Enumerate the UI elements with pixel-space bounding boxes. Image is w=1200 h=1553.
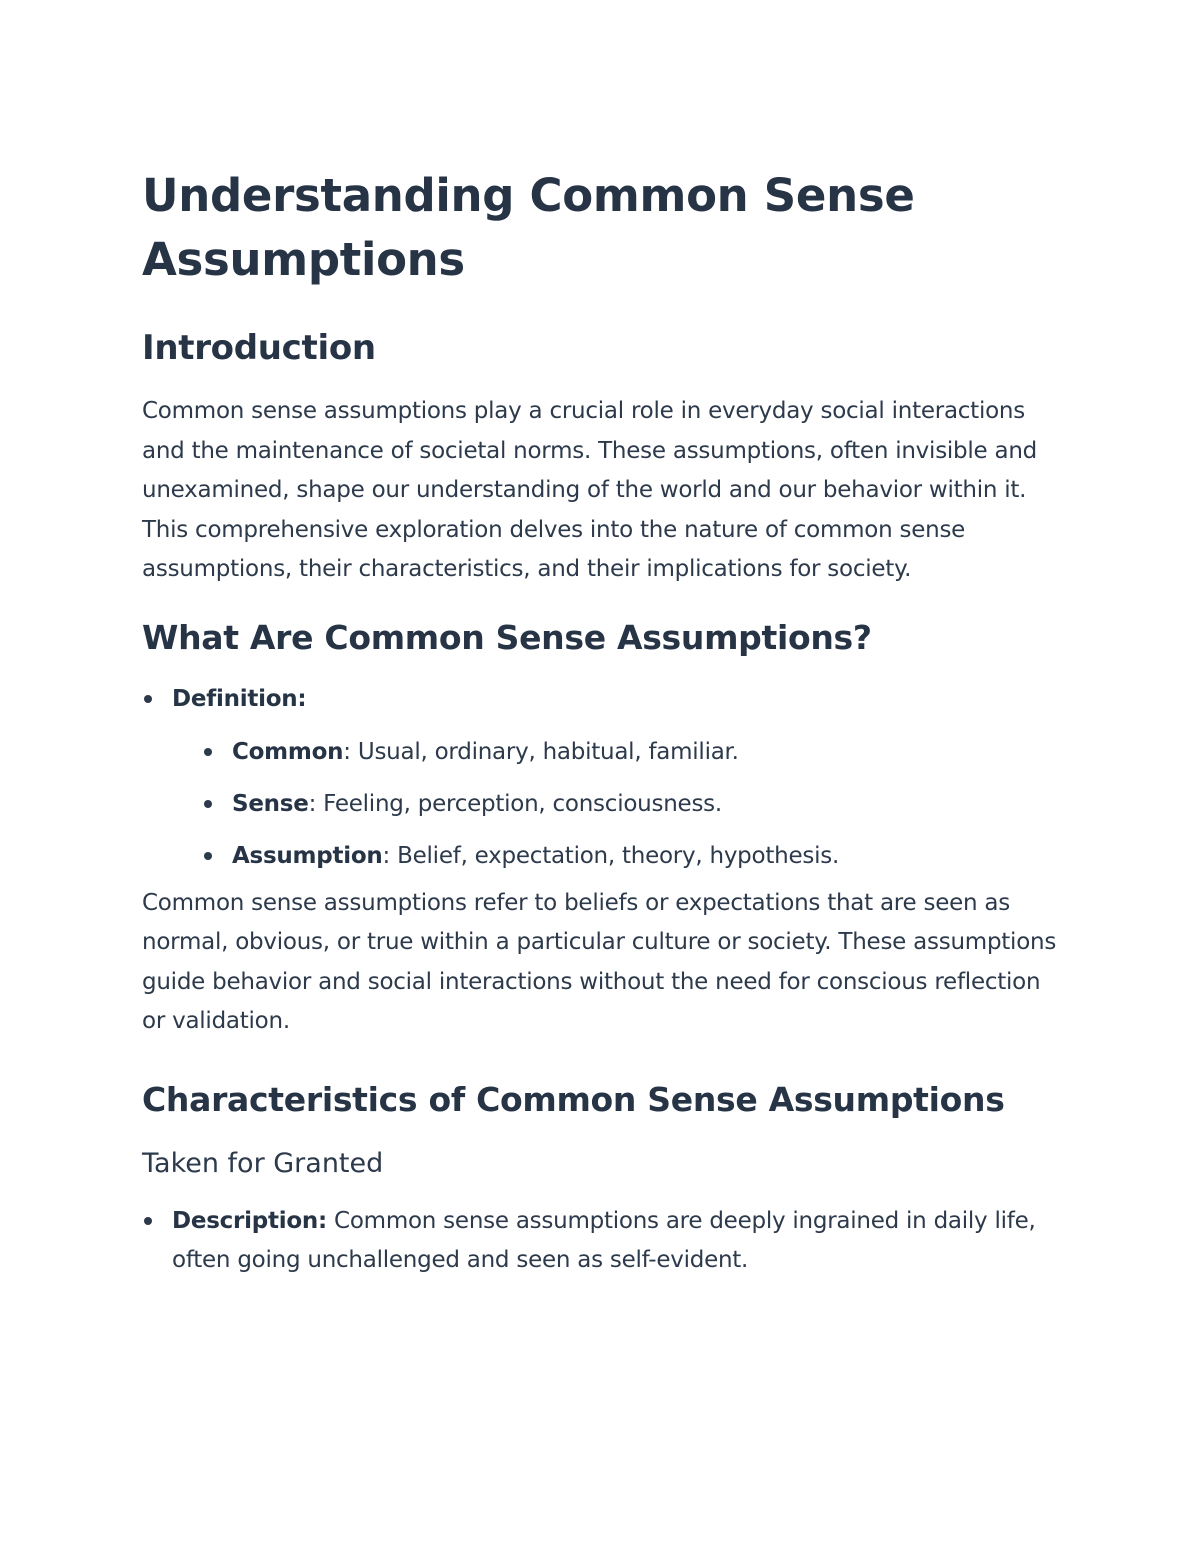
bullet-icon — [204, 800, 212, 808]
what-are-summary: Common sense assumptions refer to beliefs or expectations that are seen as normal, obvious, or true within a particular culture or society. These assumptions guide behavior and social interactions without the need for conscious reflection or validation. — [142, 889, 1057, 1034]
bullet-icon — [144, 695, 152, 703]
bullet-icon — [144, 1217, 152, 1225]
list-item — [142, 1202, 1062, 1280]
term-definition: : Usual, ordinary, habitual, familiar. — [343, 738, 739, 765]
term-label: Assumption — [232, 842, 383, 869]
description-label: Description: — [172, 1207, 327, 1234]
description-text: Common sense assumptions are deeply ingrained in daily life, often going unchallenged and seen as self-evident. — [172, 1207, 1036, 1273]
characteristics-heading: Characteristics of Common Sense Assumptions — [142, 1079, 1005, 1119]
list-item — [202, 733, 1062, 772]
document-page — [142, 164, 1062, 1280]
description-list — [142, 1202, 1062, 1280]
introduction-heading: Introduction — [142, 328, 376, 368]
term-label: Sense — [232, 790, 309, 817]
definition-label: Definition: — [172, 685, 307, 712]
taken-for-granted-subheading: Taken for Granted — [142, 1147, 384, 1179]
list-item — [202, 785, 1062, 824]
bullet-icon — [204, 852, 212, 860]
document-title: Understanding Common Sense Assumptions — [142, 169, 915, 286]
term-label: Common — [232, 738, 344, 765]
definition-sublist — [172, 733, 1062, 876]
what-are-heading: What Are Common Sense Assumptions? — [142, 617, 872, 657]
list-item — [202, 837, 1062, 876]
list-item-definition — [142, 680, 1062, 876]
introduction-paragraph: Common sense assumptions play a crucial role in everyday social interactions and the maintenance of societal norms. These assumptions, often invisible and unexamined, shape our understanding of the world and our behavior within it. This comprehensive exploration delves into the nature of common sense assumptions, their characteristics, and their implications for society. — [142, 398, 1038, 582]
bullet-icon — [204, 748, 212, 756]
term-definition: : Belief, expectation, theory, hypothesis. — [382, 842, 840, 869]
definition-list — [142, 680, 1062, 876]
term-definition: : Feeling, perception, consciousness. — [308, 790, 722, 817]
